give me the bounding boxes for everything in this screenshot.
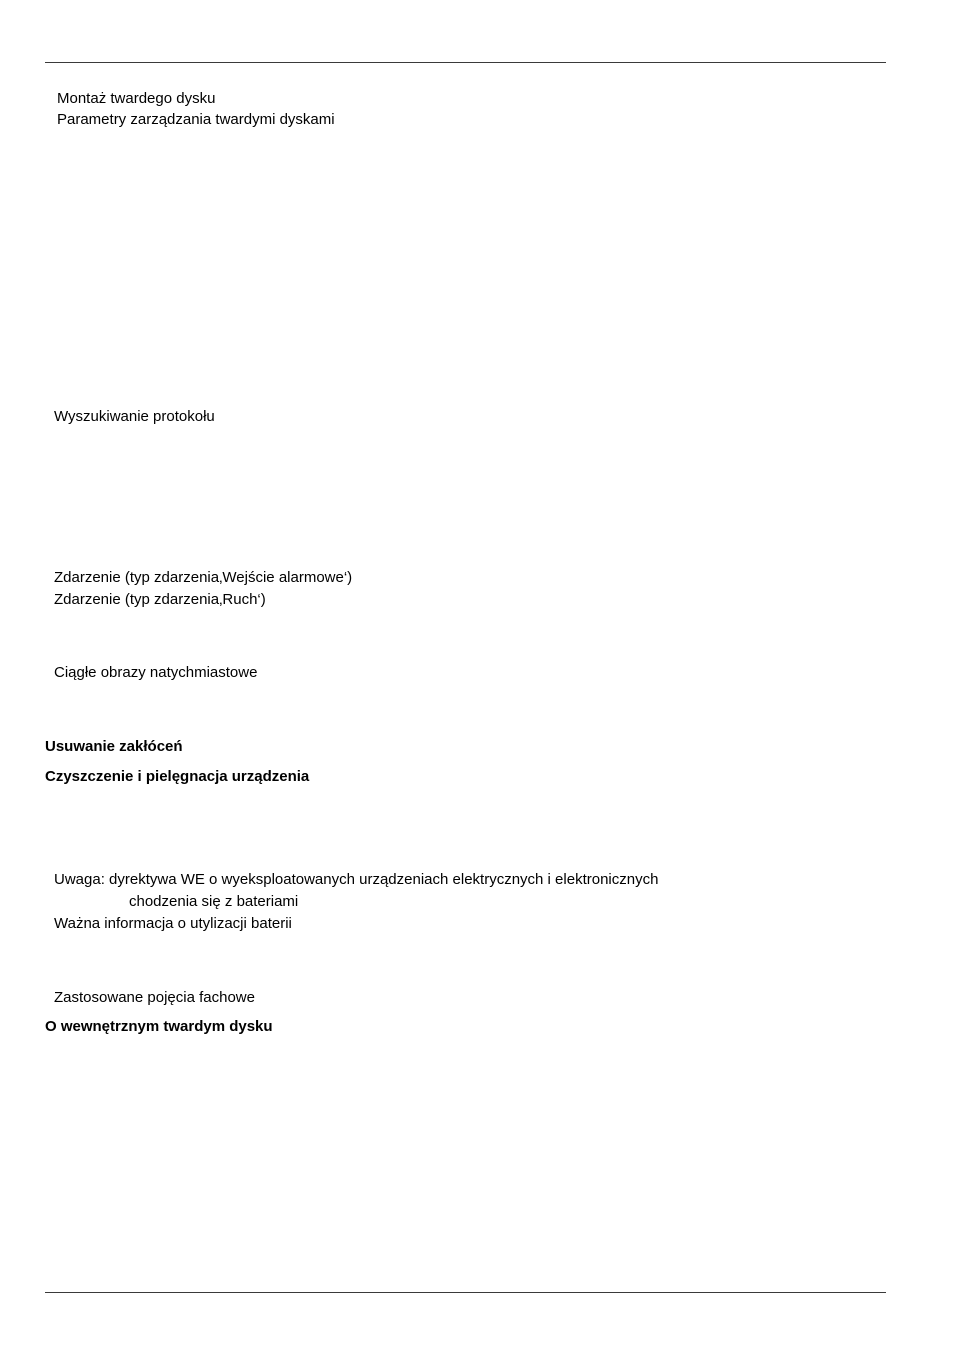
toc-heading-cleaning-care[interactable]: Czyszczenie i pielęgnacja urządzenia bbox=[45, 768, 310, 785]
toc-entry-battery-handling[interactable]: chodzenia się z bateriami bbox=[129, 893, 299, 910]
toc-entry-log-search[interactable]: Wyszukiwanie protokołu bbox=[54, 408, 215, 425]
toc-entry-continuous-snapshots[interactable]: Ciągłe obrazy natychmiastowe bbox=[54, 664, 258, 681]
toc-entry-event-motion[interactable]: Zdarzenie (typ zdarzenia‚Ruch‘) bbox=[54, 591, 266, 608]
footer-rule bbox=[45, 1292, 886, 1293]
toc-entry-weee-directive[interactable]: Uwaga: dyrektywa WE o wyeksploatowanych urządzeniach elektrycznych i elektronicznych bbox=[54, 871, 659, 888]
toc-entry-battery-disposal[interactable]: Ważna informacja o utylizacji baterii bbox=[54, 915, 292, 932]
toc-entry-hdd-mounting[interactable]: Montaż twardego dysku bbox=[57, 90, 216, 107]
toc-entry-technical-terms[interactable]: Zastosowane pojęcia fachowe bbox=[54, 989, 255, 1006]
toc-heading-troubleshooting[interactable]: Usuwanie zakłóceń bbox=[45, 738, 183, 755]
toc-entry-hdd-management-parameters[interactable]: Parametry zarządzania twardymi dyskami bbox=[57, 111, 335, 128]
header-rule bbox=[45, 62, 886, 63]
toc-entry-event-alarm-input[interactable]: Zdarzenie (typ zdarzenia‚Wejście alarmowe‘) bbox=[54, 569, 353, 586]
toc-heading-internal-hdd[interactable]: O wewnętrznym twardym dysku bbox=[45, 1018, 273, 1035]
